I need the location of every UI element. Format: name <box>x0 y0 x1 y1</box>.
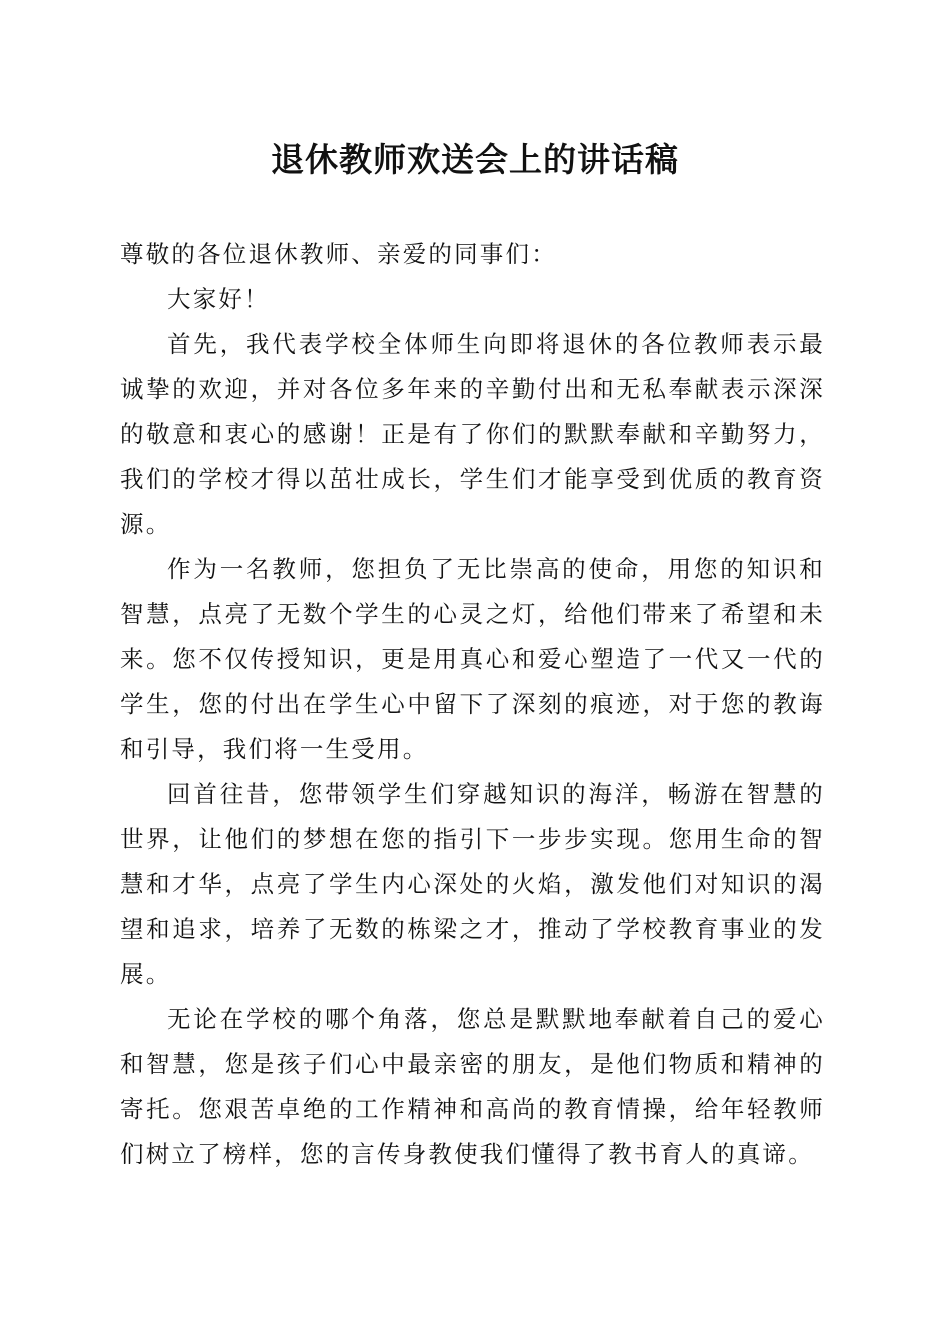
salutation: 尊敬的各位退休教师、亲爱的同事们： <box>120 240 557 268</box>
paragraph-2: 作为一名教师，您担负了无比崇高的使命，用您的知识和智慧，点亮了无数个学生的心灵之灯，给他们带来了希望和未来。您不仅传授知识，更是用真心和爱心塑造了一代又一代的学生，您的付出在学生心中留下了深刻的痕迹，对于您的教诲和引导，我们将一生受用。 <box>120 555 825 763</box>
paragraph-1: 首先，我代表学校全体师生向即将退休的各位教师表示最诚挚的欢迎，并对各位多年来的辛勤付出和无私奉献表示深深的敬意和衷心的感谢！正是有了你们的默默奉献和辛勤努力，我们的学校才得以茁壮成长，学生们才能享受到优质的教育资源。 <box>120 330 825 538</box>
paragraph-4: 无论在学校的哪个角落，您总是默默地奉献着自己的爱心和智慧，您是孩子们心中最亲密的朋友，是他们物质和精神的寄托。您艰苦卓绝的工作精神和高尚的教育情操，给年轻教师们树立了榜样，您的言传身教使我们懂得了教书育人的真谛。 <box>120 1005 825 1168</box>
document-body <box>120 232 825 1177</box>
greeting: 大家好！ <box>167 285 270 313</box>
paragraph-3: 回首往昔，您带领学生们穿越知识的海洋，畅游在智慧的世界，让他们的梦想在您的指引下一步步实现。您用生命的智慧和才华，点亮了学生内心深处的火焰，激发他们对知识的渴望和追求，培养了无数的栋梁之才，推动了学校教育事业的发展。 <box>120 780 825 988</box>
document-title: 退休教师欢送会上的讲话稿 <box>271 140 679 179</box>
